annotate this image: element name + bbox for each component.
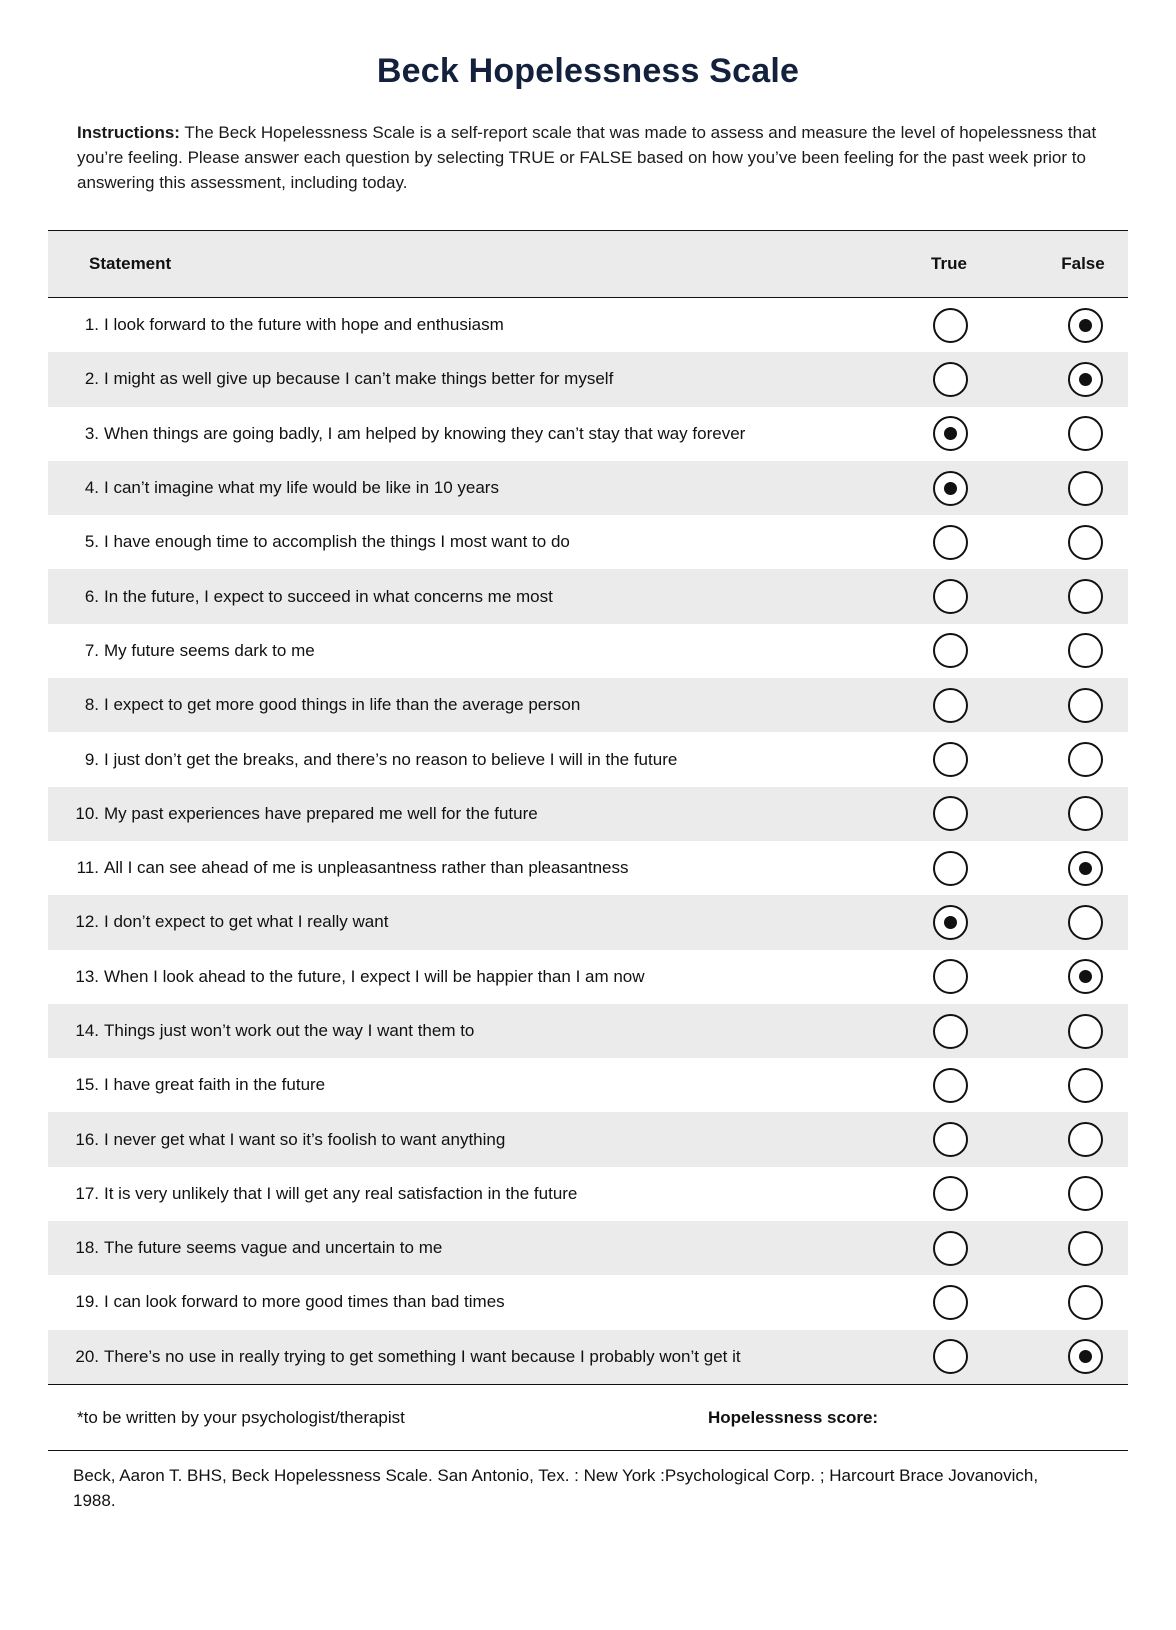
statement-text: When I look ahead to the future, I expect I will be happier than I am now [104, 966, 645, 986]
table-row [48, 461, 1128, 515]
statement-number: 20. [75, 1346, 99, 1366]
statement-text: I can’t imagine what my life would be like in 10 years [104, 478, 499, 498]
radio-true[interactable] [933, 688, 968, 723]
radio-true[interactable] [933, 1231, 968, 1266]
radio-selected-dot [1079, 373, 1092, 386]
statement-number: 3. [84, 423, 99, 443]
table-row [48, 732, 1128, 786]
statement-number: 15. [75, 1075, 99, 1095]
header-true: True [931, 254, 967, 273]
statement-text: I have enough time to accomplish the things I most want to do [104, 532, 570, 552]
radio-false[interactable] [1068, 1014, 1103, 1049]
radio-true[interactable] [933, 471, 968, 506]
table-row [48, 515, 1128, 569]
radio-false[interactable] [1068, 959, 1103, 994]
table-row [48, 352, 1128, 406]
statement-number: 6. [84, 586, 99, 606]
statement-number: 18. [75, 1238, 99, 1258]
radio-true[interactable] [933, 362, 968, 397]
radio-true[interactable] [933, 308, 968, 343]
instructions-label: Instructions: [77, 123, 180, 142]
statement-text: I can look forward to more good times than bad times [104, 1292, 505, 1312]
statement-text: There’s no use in really trying to get something I want because I probably won’t get it [104, 1346, 741, 1366]
hopelessness-score-label: Hopelessness score: [708, 1408, 879, 1427]
page-title: Beck Hopelessness Scale [376, 52, 800, 90]
statement-number: 16. [75, 1129, 99, 1149]
statement-number: 7. [84, 640, 99, 660]
statement-text: I just don’t get the breaks, and there’s no reason to believe I will in the future [104, 749, 678, 769]
radio-selected-dot [944, 427, 957, 440]
radio-false[interactable] [1068, 796, 1103, 831]
radio-selected-dot [1079, 862, 1092, 875]
statement-text: The future seems vague and uncertain to me [104, 1238, 443, 1258]
table-row [48, 407, 1128, 461]
statement-text: I never get what I want so it’s foolish to want anything [104, 1129, 506, 1149]
table-row [48, 1330, 1128, 1384]
radio-false[interactable] [1068, 742, 1103, 777]
table-body [48, 298, 1128, 1384]
statement-text: I expect to get more good things in life than the average person [104, 695, 581, 715]
table-row [48, 1112, 1128, 1166]
radio-selected-dot [1079, 1350, 1092, 1363]
statement-text: I have great faith in the future [104, 1075, 326, 1095]
table-row [48, 950, 1128, 1004]
radio-false[interactable] [1068, 525, 1103, 560]
radio-false[interactable] [1068, 1339, 1103, 1374]
radio-false[interactable] [1068, 471, 1103, 506]
radio-false[interactable] [1068, 851, 1103, 886]
statement-text: I might as well give up because I can’t make things better for myself [104, 369, 614, 389]
table-row [48, 1167, 1128, 1221]
statement-number: 4. [84, 478, 99, 498]
statement-text: When things are going badly, I am helped by knowing they can’t stay that way forever [104, 423, 746, 443]
header-statement: Statement [89, 254, 172, 273]
radio-false[interactable] [1068, 1231, 1103, 1266]
radio-false[interactable] [1068, 308, 1103, 343]
table-row [48, 1221, 1128, 1275]
table-row [48, 1058, 1128, 1112]
radio-false[interactable] [1068, 633, 1103, 668]
statement-text: All I can see ahead of me is unpleasantness rather than pleasantness [104, 858, 629, 878]
radio-true[interactable] [933, 1285, 968, 1320]
statement-text: I don’t expect to get what I really want [104, 912, 389, 932]
statement-number: 2. [84, 369, 99, 389]
radio-true[interactable] [933, 633, 968, 668]
radio-true[interactable] [933, 1339, 968, 1374]
radio-true[interactable] [933, 1122, 968, 1157]
radio-true[interactable] [933, 851, 968, 886]
radio-false[interactable] [1068, 905, 1103, 940]
citation: Beck, Aaron T. BHS, Beck Hopelessness Scale. San Antonio, Tex. : New York :Psychological Corp. ; Harcourt Brace Jovanovich, 1988. [73, 1466, 1039, 1510]
radio-false[interactable] [1068, 1285, 1103, 1320]
instructions-text: The Beck Hopelessness Scale is a self-report scale that was made to assess and measure the level of hopelessness that you’re feeling. Please answer each question by selecting TRUE or FALSE based on how you’ve been feeling for the past week prior to answering this assessment, including today. [77, 123, 1097, 192]
radio-false[interactable] [1068, 416, 1103, 451]
statement-text: My future seems dark to me [104, 640, 315, 660]
statement-number: 10. [75, 803, 99, 823]
statement-number: 13. [75, 966, 99, 986]
radio-true[interactable] [933, 416, 968, 451]
radio-false[interactable] [1068, 688, 1103, 723]
radio-true[interactable] [933, 1068, 968, 1103]
statement-number: 11. [76, 858, 99, 878]
table-row [48, 624, 1128, 678]
radio-selected-dot [944, 916, 957, 929]
radio-true[interactable] [933, 1014, 968, 1049]
radio-false[interactable] [1068, 1122, 1103, 1157]
radio-selected-dot [1079, 970, 1092, 983]
radio-false[interactable] [1068, 1068, 1103, 1103]
radio-false[interactable] [1068, 579, 1103, 614]
radio-false[interactable] [1068, 362, 1103, 397]
radio-true[interactable] [933, 1176, 968, 1211]
radio-true[interactable] [933, 905, 968, 940]
instructions [77, 120, 1107, 195]
therapist-note: *to be written by your psychologist/therapist [77, 1408, 405, 1427]
statement-number: 5. [84, 532, 99, 552]
radio-true[interactable] [933, 579, 968, 614]
statement-number: 1. [84, 315, 99, 335]
statement-text: It is very unlikely that I will get any real satisfaction in the future [104, 1183, 578, 1203]
table-row [48, 1004, 1128, 1058]
questionnaire-table [48, 230, 1128, 1385]
statement-number: 14. [75, 1021, 99, 1040]
statement-number: 8. [84, 695, 99, 715]
radio-selected-dot [944, 482, 957, 495]
radio-true[interactable] [933, 796, 968, 831]
statement-text: I look forward to the future with hope and enthusiasm [104, 315, 504, 335]
table-row [48, 298, 1128, 352]
table-header [48, 231, 1128, 298]
footer-divider [48, 1450, 1128, 1451]
header-false: False [1061, 254, 1105, 273]
radio-true[interactable] [933, 959, 968, 994]
table-row [48, 895, 1128, 949]
statement-text: My past experiences have prepared me well for the future [104, 803, 538, 823]
statement-number: 19. [75, 1292, 99, 1312]
statement-number: 17. [75, 1183, 99, 1203]
radio-true[interactable] [933, 525, 968, 560]
radio-false[interactable] [1068, 1176, 1103, 1211]
statement-text: Things just won’t work out the way I want them to [104, 1021, 475, 1040]
table-row [48, 1275, 1128, 1329]
radio-selected-dot [1079, 319, 1092, 332]
radio-true[interactable] [933, 742, 968, 777]
table-row [48, 678, 1128, 732]
statement-number: 9. [84, 749, 99, 769]
table-row [48, 841, 1128, 895]
statement-text: In the future, I expect to succeed in what concerns me most [104, 586, 553, 606]
table-row [48, 787, 1128, 841]
table-row [48, 569, 1128, 623]
statement-number: 12. [75, 912, 99, 932]
